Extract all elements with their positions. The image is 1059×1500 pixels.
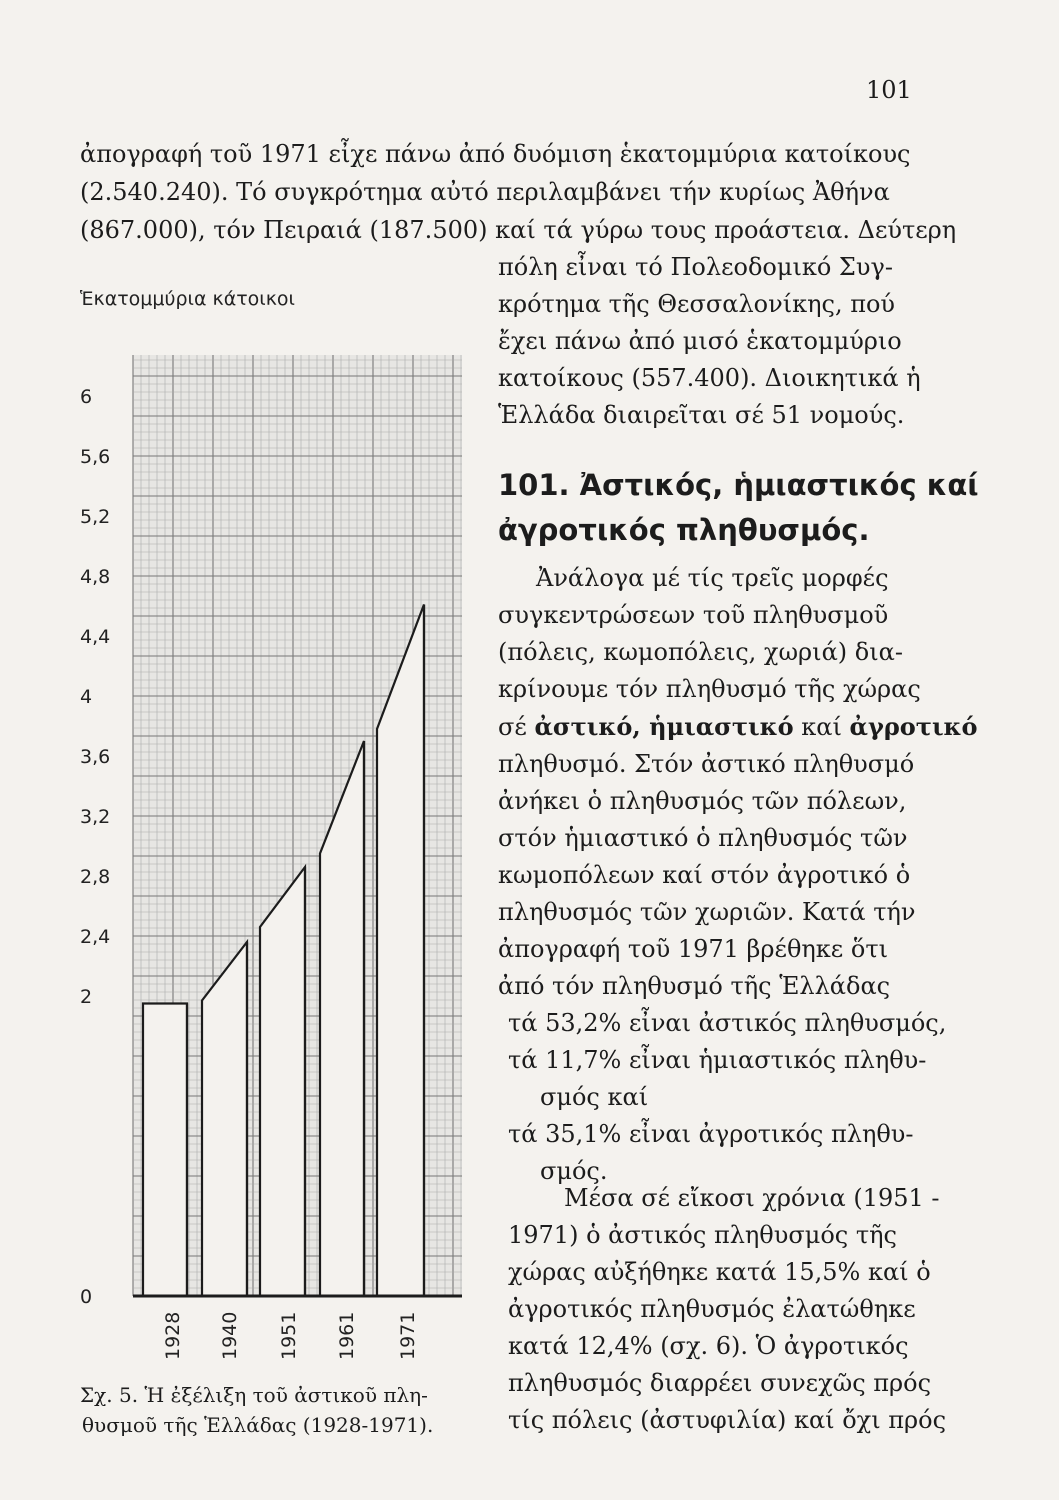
intro-continuation-line: Ἑλλάδα διαιρεῖται σέ 51 νομούς. xyxy=(498,401,905,429)
intro-line: (867.000), τόν Πειραιά (187.500) καί τά γύρω τους προάστεια. Δεύτερη xyxy=(80,216,957,244)
x-tick-label: 1971 xyxy=(397,1311,419,1360)
body-text: σέ xyxy=(498,713,535,741)
y-tick-label: 5,6 xyxy=(80,446,111,468)
y-tick-label: 2,8 xyxy=(80,866,111,888)
body-line: Μέσα σέ εἴκοσι χρόνια (1951 - xyxy=(564,1184,940,1212)
intro-continuation-line: πόλη εἶναι τό Πολεοδομικό Συγ- xyxy=(498,253,893,281)
body-line: ἀπό τόν πληθυσμό τῆς Ἑλλάδας xyxy=(498,972,891,1000)
body-line: σμός καί xyxy=(540,1083,649,1111)
x-tick-label: 1961 xyxy=(336,1311,358,1360)
x-tick-label: 1951 xyxy=(278,1311,300,1360)
body-line: πληθυσμός διαρρέει συνεχῶς πρός xyxy=(508,1369,932,1397)
section-heading-line: ἀγροτικός πληθυσμός. xyxy=(498,513,870,547)
body-line: πληθυσμός τῶν χωριῶν. Κατά τήν xyxy=(498,898,916,926)
y-tick-label: 3,6 xyxy=(80,746,111,768)
area-segment-1928 xyxy=(143,1004,187,1297)
body-line: πληθυσμό. Στόν ἀστικό πληθυσμό xyxy=(498,750,915,778)
y-tick-label: 2,4 xyxy=(80,926,111,948)
y-tick-label: 4,8 xyxy=(80,566,111,588)
body-line: συγκεντρώσεων τοῦ πληθυσμοῦ xyxy=(498,601,889,629)
body-line: τά 35,1% εἶναι ἀγροτικός πληθυ- xyxy=(508,1120,914,1148)
y-tick-label: 3,2 xyxy=(80,806,111,828)
body-line: χώρας αὐξήθηκε κατά 15,5% καί ὁ xyxy=(508,1258,931,1286)
x-tick-label: 1928 xyxy=(162,1311,184,1360)
bold-term: ἀστικό, ἡμιαστικό xyxy=(534,712,794,741)
body-line: (πόλεις, κωμοπόλεις, χωριά) δια- xyxy=(498,638,903,666)
figure-caption xyxy=(80,1380,500,1440)
caption-line: Σχ. 5. Ἡ ἐξέλιξη τοῦ ἀστικοῦ πλη- xyxy=(80,1383,428,1407)
body-line: στόν ἡμιαστικό ὁ πληθυσμός τῶν xyxy=(498,824,908,852)
page-number: 101 xyxy=(866,76,912,104)
body-line: τά 53,2% εἶναι ἀστικός πληθυσμός, xyxy=(508,1009,947,1037)
section-heading-line: 101. Ἀστικός, ἡμιαστικός καί xyxy=(498,468,979,502)
x-tick-label: 1940 xyxy=(219,1311,241,1360)
area-segment-1940 xyxy=(202,942,247,1296)
body-line: τά 11,7% εἶναι ἡμιαστικός πληθυ- xyxy=(508,1046,927,1074)
body-line: κωμοπόλεων καί στόν ἀγροτικό ὁ xyxy=(498,861,911,889)
intro-line: ἀπογραφή τοῦ 1971 εἶχε πάνω ἀπό δυόμιση ἑκατομμύρια κατοίκους xyxy=(80,140,911,168)
body-text: καί xyxy=(793,713,850,741)
y-tick-label: 4 xyxy=(80,686,93,708)
chart-y-axis-title: Ἑκατομμύρια κάτοικοι xyxy=(80,288,295,310)
caption-line: θυσμοῦ τῆς Ἑλλάδας (1928-1971). xyxy=(82,1413,434,1437)
intro-continuation-line: κατοίκους (557.400). Διοικητικά ἡ xyxy=(498,364,921,392)
y-tick-label: 2 xyxy=(80,986,93,1008)
area-segment-1971 xyxy=(377,605,424,1297)
body-line: κρίνουμε τόν πληθυσμό τῆς χώρας xyxy=(498,675,921,703)
y-tick-label: 5,2 xyxy=(80,506,111,528)
bold-term: ἀγροτικό xyxy=(849,712,978,741)
body-line: 1971) ὁ ἀστικός πληθυσμός τῆς xyxy=(508,1221,897,1249)
intro-line: (2.540.240). Τό συγκρότημα αὐτό περιλαμβάνει τήν κυρίως Ἀθήνα xyxy=(80,178,890,206)
body-line: σμός. xyxy=(540,1157,608,1185)
body-line: ἀνήκει ὁ πληθυσμός τῶν πόλεων, xyxy=(498,787,907,815)
y-tick-label: 4,4 xyxy=(80,626,111,648)
area-segment-1951 xyxy=(260,867,305,1296)
y-tick-label: 0 xyxy=(80,1286,93,1308)
y-tick-label: 6 xyxy=(80,386,93,408)
intro-continuation-line: ἔχει πάνω ἀπό μισό ἑκατομμύριο xyxy=(498,327,902,355)
intro-continuation-line: κρότημα τῆς Θεσσαλονίκης, πού xyxy=(498,290,896,318)
body-line: ἀπογραφή τοῦ 1971 βρέθηκε ὅτι xyxy=(498,935,888,963)
body-line: Ἀνάλογα μέ τίς τρεῖς μορφές xyxy=(536,564,889,592)
body-line: κατά 12,4% (σχ. 6). Ὁ ἀγροτικός xyxy=(508,1332,909,1360)
body-line: ἀγροτικός πληθυσμός ἐλατώθηκε xyxy=(508,1295,916,1323)
body-line: τίς πόλεις (ἀστυφιλία) καί ὄχι πρός xyxy=(508,1406,947,1434)
